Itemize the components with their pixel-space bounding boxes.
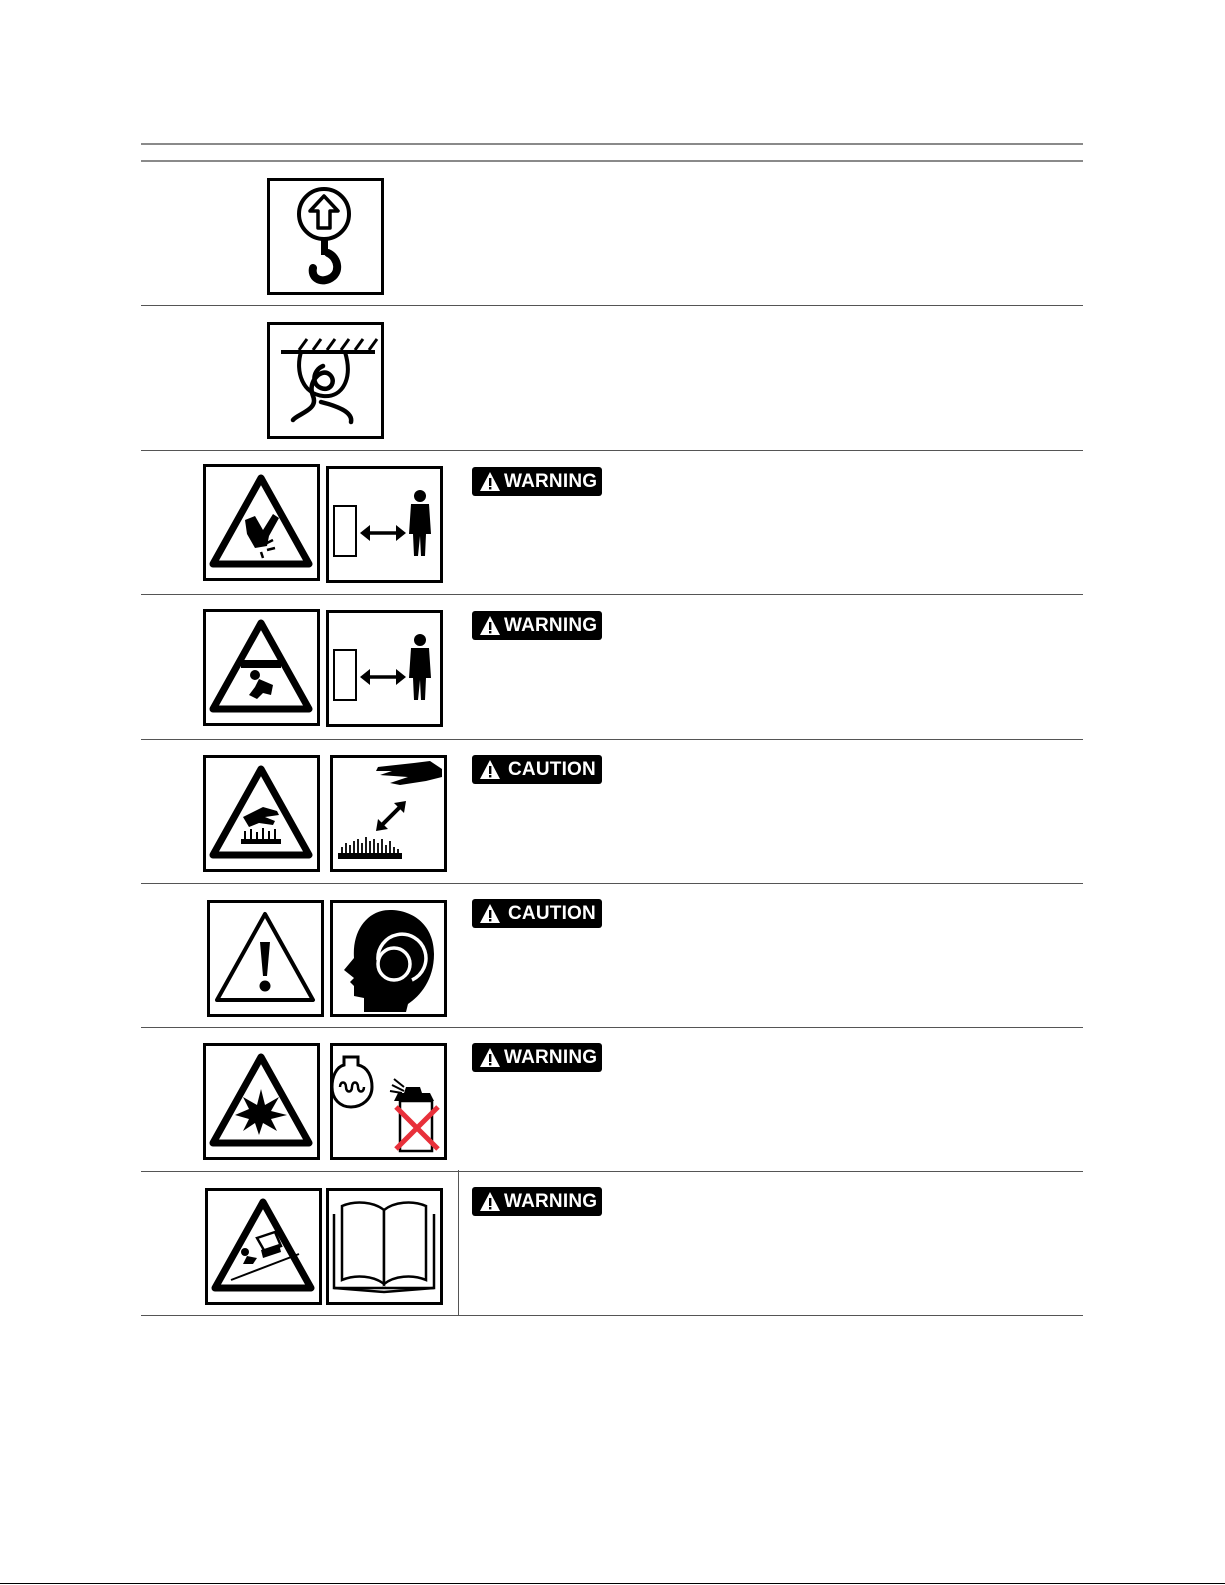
lifting-point-hook-icon — [267, 178, 384, 295]
row-divider — [141, 1315, 1083, 1316]
row-divider — [141, 594, 1083, 595]
crush-hazard-icon — [203, 609, 320, 726]
row-divider — [141, 739, 1083, 740]
header-rule-bottom — [141, 160, 1083, 162]
signal-label: CAUTION — [508, 758, 596, 780]
wear-hearing-protection-icon — [330, 900, 447, 1017]
header-rule-top — [141, 143, 1083, 145]
no-starting-fluid-icon — [330, 1043, 447, 1160]
signal-label: WARNING — [504, 1190, 598, 1212]
alert-triangle-icon — [479, 471, 501, 493]
signal-word-warning — [472, 1187, 602, 1216]
row-divider — [141, 305, 1083, 306]
alert-triangle-icon — [479, 1047, 501, 1069]
signal-word-warning — [472, 1043, 602, 1072]
column-divider — [458, 1170, 459, 1315]
alert-triangle-icon — [479, 903, 501, 925]
keep-hands-away-hot-surface-icon — [330, 755, 447, 872]
signal-label: WARNING — [504, 470, 598, 492]
alert-triangle-icon — [479, 759, 501, 781]
row-divider — [141, 1171, 1083, 1172]
keep-safe-distance-icon — [326, 610, 443, 727]
alert-triangle-icon — [479, 615, 501, 637]
signal-label: CAUTION — [508, 902, 596, 924]
signal-word-warning — [472, 467, 602, 496]
general-alert-icon — [207, 900, 324, 1017]
page-bottom-edge — [0, 1583, 1225, 1584]
hand-entanglement-hazard-icon — [203, 464, 320, 581]
signal-label: WARNING — [504, 614, 598, 636]
signal-word-warning — [472, 611, 602, 640]
row-divider — [141, 450, 1083, 451]
hot-surface-hazard-icon — [203, 755, 320, 872]
signal-label: WARNING — [504, 1046, 598, 1068]
row-divider — [141, 1027, 1083, 1028]
read-manual-icon — [326, 1188, 443, 1305]
tip-over-hazard-icon — [205, 1188, 322, 1305]
alert-triangle-icon — [479, 1191, 501, 1213]
row-divider — [141, 883, 1083, 884]
keep-safe-distance-icon — [326, 466, 443, 583]
explosion-hazard-icon — [203, 1043, 320, 1160]
signal-word-caution — [472, 899, 602, 928]
tie-down-point-icon — [267, 322, 384, 439]
signal-word-caution — [472, 755, 602, 784]
